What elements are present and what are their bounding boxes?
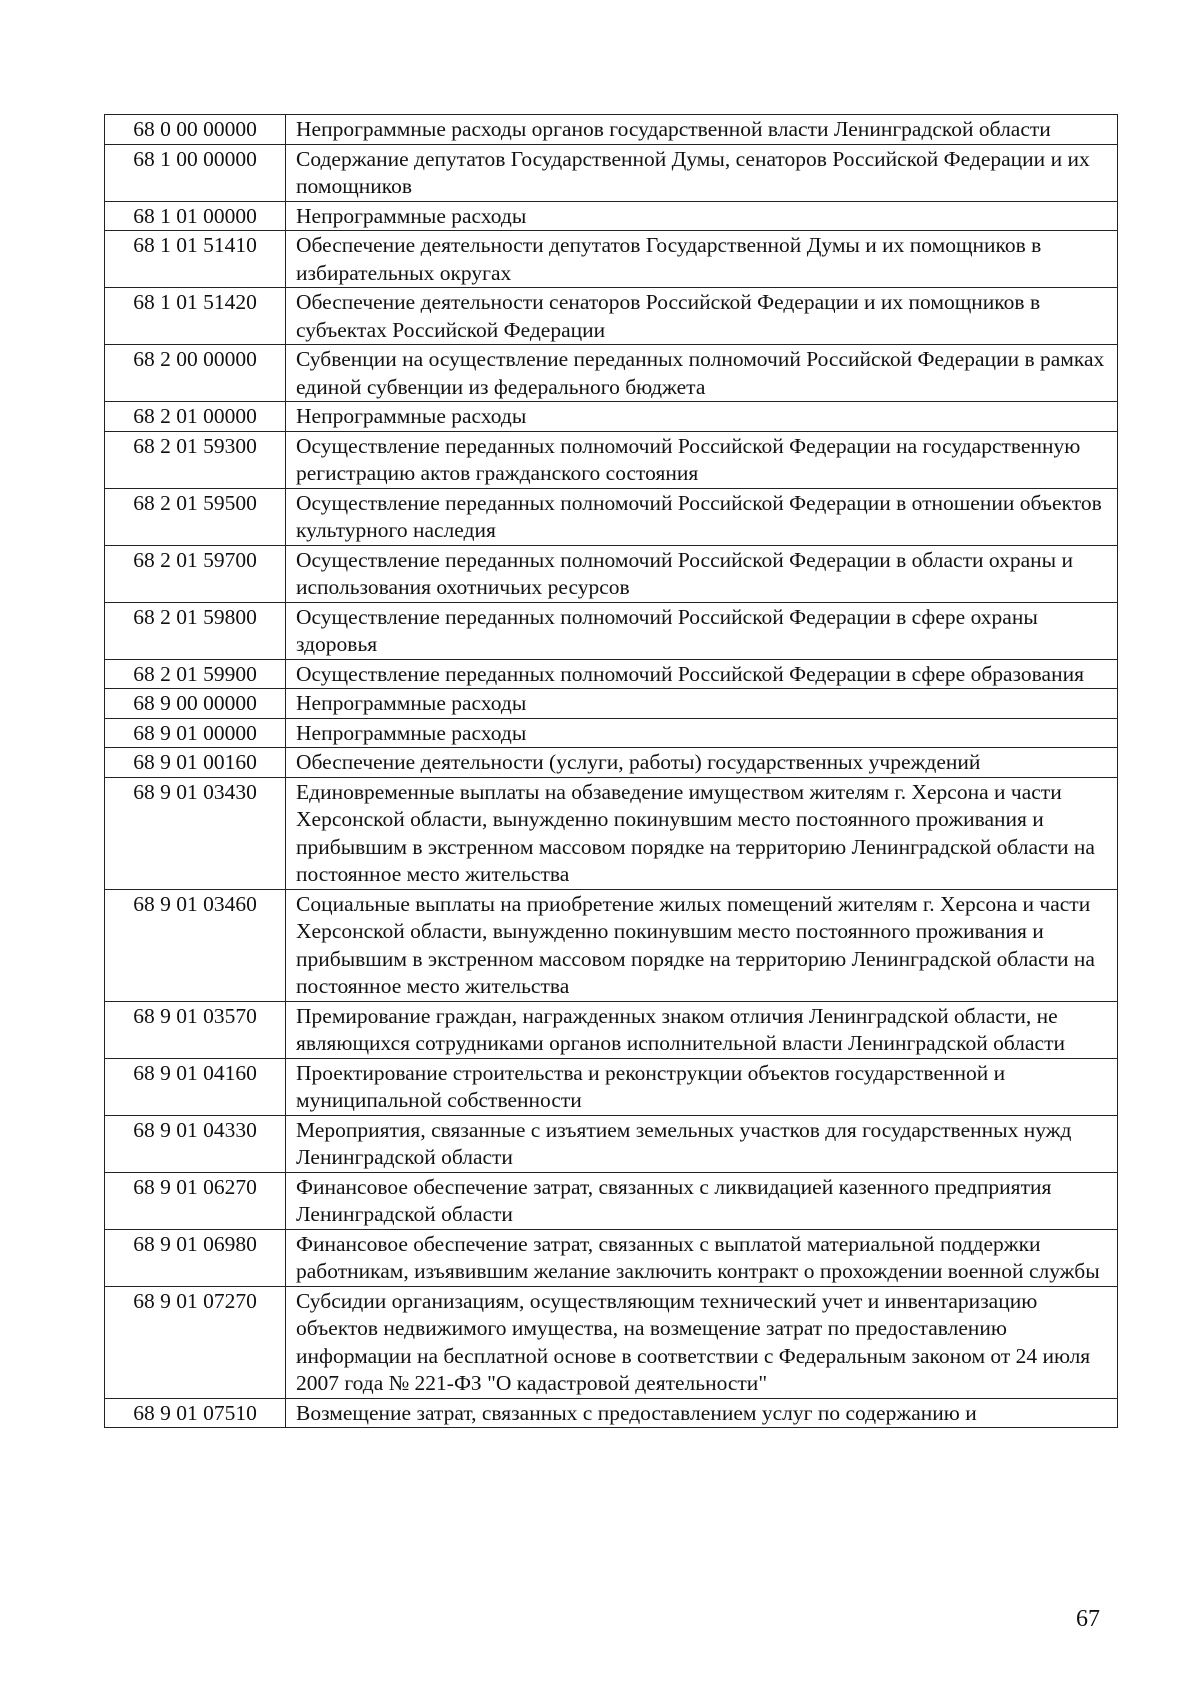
- table-row: [105, 659, 1118, 689]
- budget-code-cell: 68 9 01 04330: [105, 1115, 286, 1172]
- budget-code-cell: 68 9 01 00160: [105, 748, 286, 778]
- expense-description-cell: Осуществление переданных полномочий Российской Федерации на государственную регистрацию актов гражданского состояния: [286, 431, 1118, 488]
- budget-code-cell: 68 9 01 03430: [105, 777, 286, 889]
- table-row: [105, 1058, 1118, 1115]
- table-row: [105, 431, 1118, 488]
- table-row: [105, 1115, 1118, 1172]
- expense-description-cell: Непрограммные расходы: [286, 201, 1118, 231]
- table-row: [105, 1286, 1118, 1398]
- table-row: [105, 345, 1118, 402]
- expense-description-cell: Обеспечение деятельности депутатов Государственной Думы и их помощников в избирательных округах: [286, 231, 1118, 288]
- budget-code-cell: 68 1 01 00000: [105, 201, 286, 231]
- expense-description-cell: Непрограммные расходы: [286, 718, 1118, 748]
- budget-code-cell: 68 0 00 00000: [105, 115, 286, 145]
- budget-code-cell: 68 9 01 00000: [105, 718, 286, 748]
- table-row: [105, 718, 1118, 748]
- expense-description-cell: Премирование граждан, награжденных знаком отличия Ленинградской области, не являющихся сотрудниками органов исполнительной власти Ленинградской области: [286, 1001, 1118, 1058]
- budget-code-cell: 68 9 01 07270: [105, 1286, 286, 1398]
- expense-description-cell: Непрограммные расходы: [286, 402, 1118, 432]
- page-number: 67: [1076, 1606, 1100, 1632]
- budget-code-cell: 68 9 01 04160: [105, 1058, 286, 1115]
- expense-description-cell: Непрограммные расходы: [286, 689, 1118, 719]
- table-row: [105, 115, 1118, 145]
- expense-description-cell: Финансовое обеспечение затрат, связанных с ликвидацией казенного предприятия Ленинградской области: [286, 1172, 1118, 1229]
- budget-code-cell: 68 9 01 06980: [105, 1229, 286, 1286]
- budget-code-cell: 68 2 01 59300: [105, 431, 286, 488]
- budget-code-cell: 68 2 01 00000: [105, 402, 286, 432]
- budget-code-cell: 68 2 01 59500: [105, 488, 286, 545]
- table-row: [105, 748, 1118, 778]
- table-row: [105, 402, 1118, 432]
- budget-code-cell: 68 1 01 51410: [105, 231, 286, 288]
- budget-code-cell: 68 9 00 00000: [105, 689, 286, 719]
- expense-description-cell: Возмещение затрат, связанных с предоставлением услуг по содержанию и: [286, 1398, 1118, 1428]
- expense-description-cell: Мероприятия, связанные с изъятием земельных участков для государственных нужд Ленинградской области: [286, 1115, 1118, 1172]
- table-row: [105, 602, 1118, 659]
- expense-description-cell: Непрограммные расходы органов государственной власти Ленинградской области: [286, 115, 1118, 145]
- expense-description-cell: Осуществление переданных полномочий Российской Федерации в сфере охраны здоровья: [286, 602, 1118, 659]
- budget-code-cell: 68 2 01 59700: [105, 545, 286, 602]
- expense-description-cell: Осуществление переданных полномочий Российской Федерации в сфере образования: [286, 659, 1118, 689]
- table-row: [105, 545, 1118, 602]
- expense-description-cell: Содержание депутатов Государственной Думы, сенаторов Российской Федерации и их помощников: [286, 144, 1118, 201]
- table-row: [105, 1398, 1118, 1428]
- expense-description-cell: Социальные выплаты на приобретение жилых помещений жителям г. Херсона и части Херсонской области, вынужденно покинувшим место постоянного проживания и прибывшим в экстренном массовом порядке на территорию Ленинградской области на постоянное место жительства: [286, 889, 1118, 1001]
- table-row: [105, 488, 1118, 545]
- budget-code-cell: 68 9 01 03570: [105, 1001, 286, 1058]
- expense-description-cell: Обеспечение деятельности сенаторов Российской Федерации и их помощников в субъектах Российской Федерации: [286, 288, 1118, 345]
- budget-code-cell: 68 2 01 59800: [105, 602, 286, 659]
- budget-code-cell: 68 9 01 06270: [105, 1172, 286, 1229]
- budget-code-cell: 68 9 01 03460: [105, 889, 286, 1001]
- table-row: [105, 231, 1118, 288]
- expense-description-cell: Единовременные выплаты на обзаведение имуществом жителям г. Херсона и части Херсонской области, вынужденно покинувшим место постоянного проживания и прибывшим в экстренном массовом порядке на территорию Ленинградской области на постоянное место жительства: [286, 777, 1118, 889]
- table-body: [105, 115, 1118, 1428]
- table-row: [105, 288, 1118, 345]
- table-row: [105, 889, 1118, 1001]
- expense-description-cell: Обеспечение деятельности (услуги, работы) государственных учреждений: [286, 748, 1118, 778]
- expense-description-cell: Финансовое обеспечение затрат, связанных с выплатой материальной поддержки работникам, изъявившим желание заключить контракт о прохождении военной службы: [286, 1229, 1118, 1286]
- expense-description-cell: Субвенции на осуществление переданных полномочий Российской Федерации в рамках единой субвенции из федерального бюджета: [286, 345, 1118, 402]
- budget-code-table: [104, 114, 1118, 1428]
- expense-description-cell: Осуществление переданных полномочий Российской Федерации в области охраны и использования охотничьих ресурсов: [286, 545, 1118, 602]
- table-row: [105, 689, 1118, 719]
- table-row: [105, 201, 1118, 231]
- table-row: [105, 777, 1118, 889]
- budget-code-cell: 68 2 00 00000: [105, 345, 286, 402]
- expense-description-cell: Проектирование строительства и реконструкции объектов государственной и муниципальной собственности: [286, 1058, 1118, 1115]
- expense-description-cell: Субсидии организациям, осуществляющим технический учет и инвентаризацию объектов недвижимого имущества, на возмещение затрат по предоставлению информации на бесплатной основе в соответствии с Федеральным законом от 24 июля 2007 года № 221-ФЗ "О кадастровой деятельности": [286, 1286, 1118, 1398]
- expense-description-cell: Осуществление переданных полномочий Российской Федерации в отношении объектов культурного наследия: [286, 488, 1118, 545]
- budget-code-cell: 68 9 01 07510: [105, 1398, 286, 1428]
- budget-code-cell: 68 2 01 59900: [105, 659, 286, 689]
- table-row: [105, 144, 1118, 201]
- table-row: [105, 1172, 1118, 1229]
- budget-code-cell: 68 1 01 51420: [105, 288, 286, 345]
- table-row: [105, 1001, 1118, 1058]
- budget-code-cell: 68 1 00 00000: [105, 144, 286, 201]
- table-row: [105, 1229, 1118, 1286]
